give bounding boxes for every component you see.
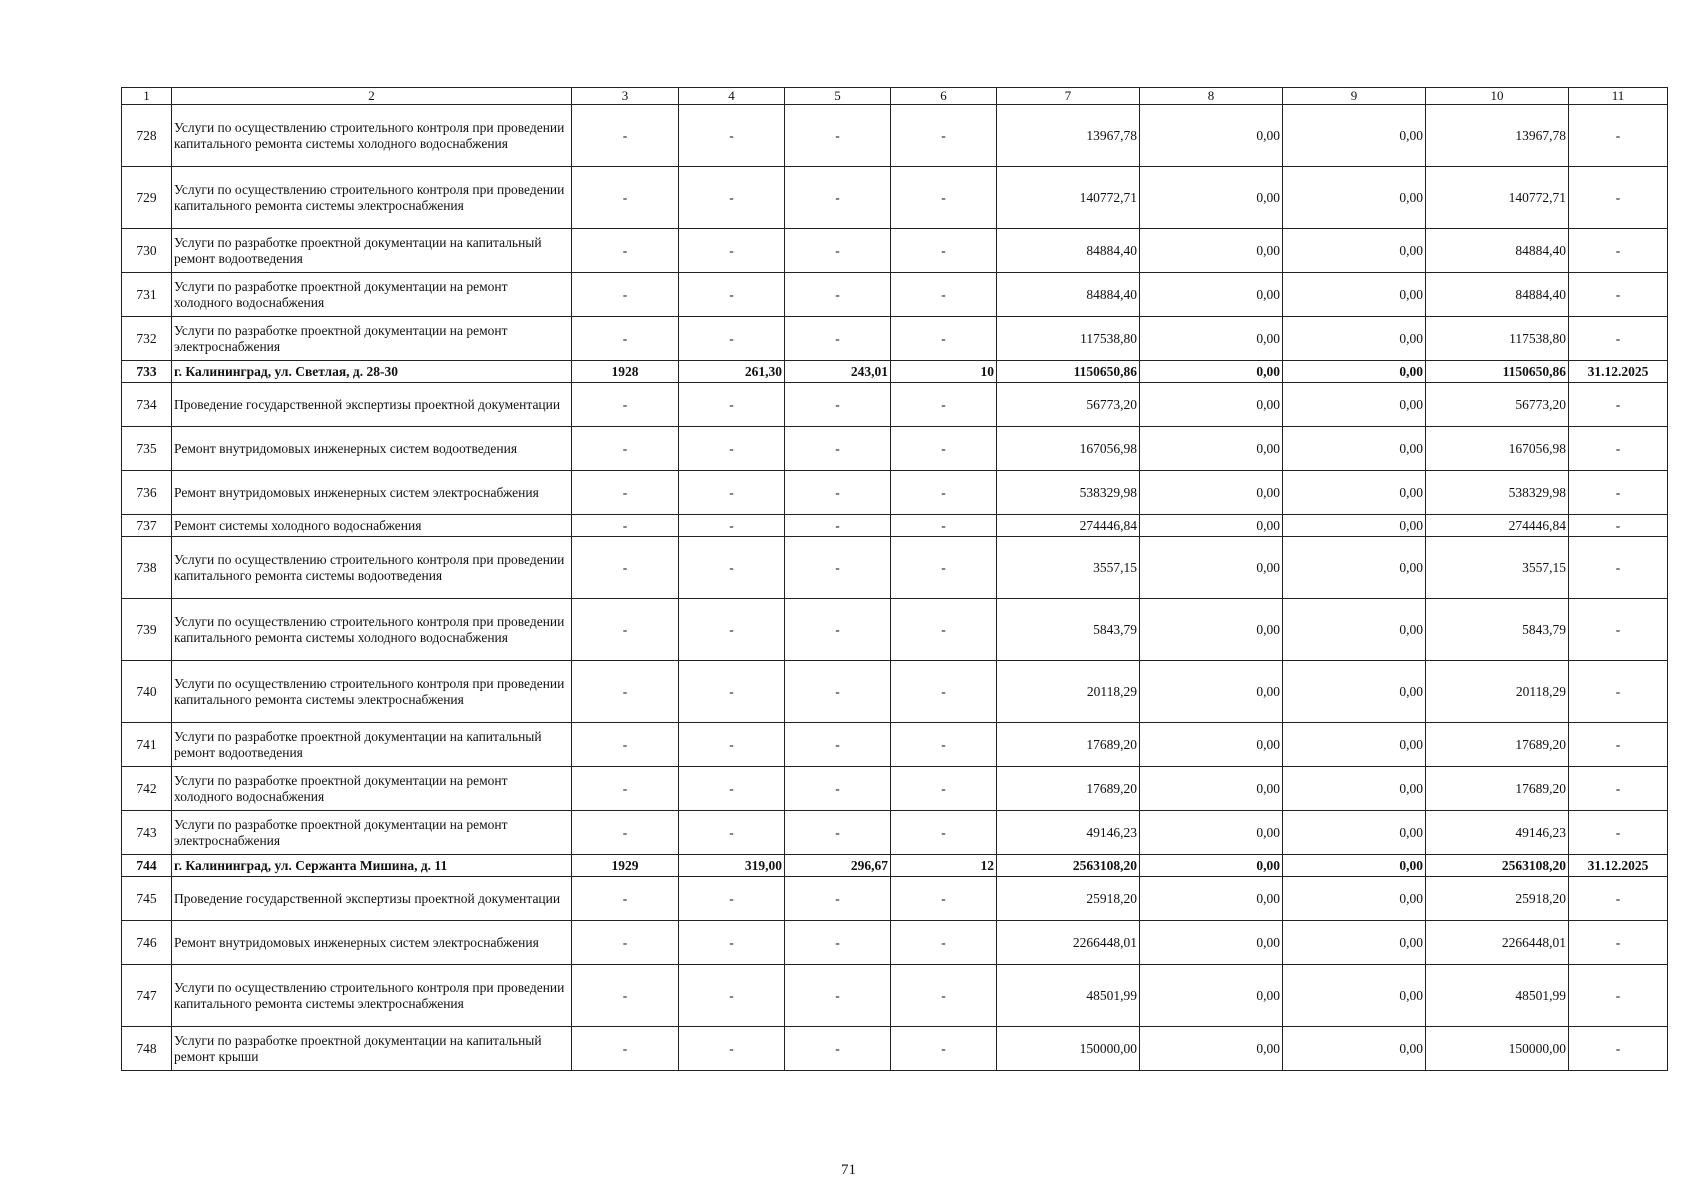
col-6-value: -	[891, 515, 997, 537]
work-description: Ремонт внутридомовых инженерных систем электроснабжения	[172, 471, 572, 515]
col-5-value: -	[785, 537, 891, 599]
col-11-value: -	[1569, 921, 1668, 965]
col-6-value: -	[891, 229, 997, 273]
col-8-value: 0,00	[1140, 229, 1283, 273]
col-9-value: 0,00	[1283, 723, 1426, 767]
row-number: 740	[122, 661, 172, 723]
row-number: 734	[122, 383, 172, 427]
col-5-value: -	[785, 167, 891, 229]
table-row	[122, 723, 1668, 767]
row-number: 730	[122, 229, 172, 273]
col-3-value: -	[572, 427, 679, 471]
col-5-value: -	[785, 383, 891, 427]
col-4-value: -	[679, 723, 785, 767]
col-4-value: -	[679, 515, 785, 537]
row-number: 744	[122, 855, 172, 877]
col-5-value: -	[785, 811, 891, 855]
col-5-value: 296,67	[785, 855, 891, 877]
col-3-value: -	[572, 317, 679, 361]
col-9-value: 0,00	[1283, 317, 1426, 361]
col-11-value: -	[1569, 471, 1668, 515]
col-4-value: 261,30	[679, 361, 785, 383]
col-3-value: 1929	[572, 855, 679, 877]
document-table-container	[121, 87, 1667, 1071]
col-6-value: -	[891, 273, 997, 317]
col-6-value: -	[891, 471, 997, 515]
table-row	[122, 661, 1668, 723]
col-5-value: -	[785, 661, 891, 723]
col-11-value: -	[1569, 273, 1668, 317]
col-10-value: 17689,20	[1426, 723, 1569, 767]
column-number-header-row	[122, 88, 1668, 105]
col-8-value: 0,00	[1140, 661, 1283, 723]
col-11-value: 31.12.2025	[1569, 361, 1668, 383]
col-8-value: 0,00	[1140, 723, 1283, 767]
col-4-value: -	[679, 811, 785, 855]
col-3-value: -	[572, 229, 679, 273]
col-7-value: 48501,99	[997, 965, 1140, 1027]
work-description: Услуги по осуществлению строительного контроля при проведении капитального ремонта системы электроснабжения	[172, 965, 572, 1027]
col-10-value: 1150650,86	[1426, 361, 1569, 383]
page-number: 71	[841, 1162, 856, 1178]
col-11-value: -	[1569, 427, 1668, 471]
table-row	[122, 273, 1668, 317]
col-6-value: -	[891, 599, 997, 661]
table-row	[122, 811, 1668, 855]
col-10-value: 150000,00	[1426, 1027, 1569, 1071]
table-row	[122, 1027, 1668, 1071]
column-header: 7	[997, 88, 1140, 105]
col-9-value: 0,00	[1283, 537, 1426, 599]
col-5-value: -	[785, 599, 891, 661]
col-11-value: -	[1569, 167, 1668, 229]
col-11-value: 31.12.2025	[1569, 855, 1668, 877]
col-6-value: -	[891, 921, 997, 965]
row-number: 743	[122, 811, 172, 855]
col-4-value: -	[679, 427, 785, 471]
col-8-value: 0,00	[1140, 471, 1283, 515]
col-6-value: -	[891, 767, 997, 811]
col-5-value: -	[785, 515, 891, 537]
col-10-value: 167056,98	[1426, 427, 1569, 471]
table-row	[122, 515, 1668, 537]
col-10-value: 48501,99	[1426, 965, 1569, 1027]
table-row	[122, 427, 1668, 471]
col-7-value: 25918,20	[997, 877, 1140, 921]
col-7-value: 17689,20	[997, 767, 1140, 811]
row-number: 738	[122, 537, 172, 599]
col-3-value: -	[572, 767, 679, 811]
work-description: Проведение государственной экспертизы проектной документации	[172, 383, 572, 427]
work-description: Услуги по осуществлению строительного контроля при проведении капитального ремонта системы холодного водоснабжения	[172, 599, 572, 661]
capital-repair-table	[121, 87, 1668, 1071]
column-header: 1	[122, 88, 172, 105]
col-4-value: -	[679, 599, 785, 661]
work-description: г. Калининград, ул. Светлая, д. 28-30	[172, 361, 572, 383]
col-7-value: 2266448,01	[997, 921, 1140, 965]
col-11-value: -	[1569, 599, 1668, 661]
col-9-value: 0,00	[1283, 273, 1426, 317]
col-8-value: 0,00	[1140, 383, 1283, 427]
work-description: Услуги по осуществлению строительного контроля при проведении капитального ремонта системы холодного водоснабжения	[172, 105, 572, 167]
col-9-value: 0,00	[1283, 661, 1426, 723]
col-10-value: 56773,20	[1426, 383, 1569, 427]
col-5-value: -	[785, 427, 891, 471]
table-row	[122, 471, 1668, 515]
column-header: 8	[1140, 88, 1283, 105]
col-6-value: -	[891, 1027, 997, 1071]
row-number: 748	[122, 1027, 172, 1071]
col-6-value: -	[891, 965, 997, 1027]
col-7-value: 13967,78	[997, 105, 1140, 167]
col-4-value: -	[679, 877, 785, 921]
column-header: 5	[785, 88, 891, 105]
col-4-value: -	[679, 383, 785, 427]
col-7-value: 150000,00	[997, 1027, 1140, 1071]
col-4-value: -	[679, 661, 785, 723]
col-7-value: 84884,40	[997, 273, 1140, 317]
col-3-value: -	[572, 471, 679, 515]
col-11-value: -	[1569, 537, 1668, 599]
col-3-value: 1928	[572, 361, 679, 383]
col-8-value: 0,00	[1140, 811, 1283, 855]
col-10-value: 117538,80	[1426, 317, 1569, 361]
col-7-value: 140772,71	[997, 167, 1140, 229]
col-5-value: -	[785, 229, 891, 273]
col-9-value: 0,00	[1283, 599, 1426, 661]
col-3-value: -	[572, 383, 679, 427]
col-10-value: 274446,84	[1426, 515, 1569, 537]
work-description: Услуги по осуществлению строительного контроля при проведении капитального ремонта системы электроснабжения	[172, 167, 572, 229]
col-9-value: 0,00	[1283, 855, 1426, 877]
row-number: 739	[122, 599, 172, 661]
col-8-value: 0,00	[1140, 515, 1283, 537]
col-3-value: -	[572, 167, 679, 229]
row-number: 733	[122, 361, 172, 383]
col-3-value: -	[572, 965, 679, 1027]
col-11-value: -	[1569, 515, 1668, 537]
table-row	[122, 965, 1668, 1027]
col-7-value: 3557,15	[997, 537, 1140, 599]
col-11-value: -	[1569, 965, 1668, 1027]
col-8-value: 0,00	[1140, 361, 1283, 383]
col-11-value: -	[1569, 229, 1668, 273]
col-7-value: 17689,20	[997, 723, 1140, 767]
col-3-value: -	[572, 921, 679, 965]
col-6-value: -	[891, 317, 997, 361]
col-5-value: -	[785, 965, 891, 1027]
col-8-value: 0,00	[1140, 599, 1283, 661]
col-11-value: -	[1569, 383, 1668, 427]
col-4-value: -	[679, 767, 785, 811]
col-9-value: 0,00	[1283, 515, 1426, 537]
col-4-value: 319,00	[679, 855, 785, 877]
col-3-value: -	[572, 723, 679, 767]
col-6-value: 12	[891, 855, 997, 877]
table-row	[122, 855, 1668, 877]
table-row	[122, 105, 1668, 167]
row-number: 745	[122, 877, 172, 921]
col-6-value: -	[891, 661, 997, 723]
col-6-value: -	[891, 537, 997, 599]
col-5-value: -	[785, 317, 891, 361]
col-5-value: -	[785, 105, 891, 167]
table-row	[122, 383, 1668, 427]
table-row	[122, 921, 1668, 965]
col-10-value: 84884,40	[1426, 229, 1569, 273]
work-description: Услуги по осуществлению строительного контроля при проведении капитального ремонта системы электроснабжения	[172, 661, 572, 723]
col-4-value: -	[679, 471, 785, 515]
col-3-value: -	[572, 661, 679, 723]
col-10-value: 84884,40	[1426, 273, 1569, 317]
col-7-value: 49146,23	[997, 811, 1140, 855]
row-number: 729	[122, 167, 172, 229]
table-row	[122, 877, 1668, 921]
col-5-value: -	[785, 723, 891, 767]
col-8-value: 0,00	[1140, 317, 1283, 361]
col-8-value: 0,00	[1140, 877, 1283, 921]
col-8-value: 0,00	[1140, 167, 1283, 229]
col-5-value: -	[785, 273, 891, 317]
col-9-value: 0,00	[1283, 811, 1426, 855]
table-row	[122, 767, 1668, 811]
col-5-value: -	[785, 877, 891, 921]
table-row	[122, 537, 1668, 599]
work-description: Услуги по разработке проектной документации на ремонт холодного водоснабжения	[172, 767, 572, 811]
col-11-value: -	[1569, 811, 1668, 855]
col-10-value: 20118,29	[1426, 661, 1569, 723]
col-7-value: 1150650,86	[997, 361, 1140, 383]
row-number: 742	[122, 767, 172, 811]
col-7-value: 538329,98	[997, 471, 1140, 515]
column-header: 3	[572, 88, 679, 105]
col-10-value: 49146,23	[1426, 811, 1569, 855]
work-description: Услуги по разработке проектной документации на ремонт электроснабжения	[172, 811, 572, 855]
column-header: 2	[172, 88, 572, 105]
work-description: Услуги по разработке проектной документации на ремонт холодного водоснабжения	[172, 273, 572, 317]
col-4-value: -	[679, 965, 785, 1027]
col-10-value: 3557,15	[1426, 537, 1569, 599]
col-11-value: -	[1569, 105, 1668, 167]
work-description: Проведение государственной экспертизы проектной документации	[172, 877, 572, 921]
col-10-value: 538329,98	[1426, 471, 1569, 515]
col-4-value: -	[679, 317, 785, 361]
row-number: 747	[122, 965, 172, 1027]
table-row	[122, 167, 1668, 229]
col-9-value: 0,00	[1283, 361, 1426, 383]
col-10-value: 2563108,20	[1426, 855, 1569, 877]
column-header: 11	[1569, 88, 1668, 105]
col-5-value: -	[785, 1027, 891, 1071]
work-description: Ремонт системы холодного водоснабжения	[172, 515, 572, 537]
row-number: 736	[122, 471, 172, 515]
work-description: г. Калининград, ул. Сержанта Мишина, д. 11	[172, 855, 572, 877]
work-description: Ремонт внутридомовых инженерных систем водоотведения	[172, 427, 572, 471]
col-3-value: -	[572, 105, 679, 167]
col-9-value: 0,00	[1283, 229, 1426, 273]
col-6-value: -	[891, 723, 997, 767]
table-row	[122, 317, 1668, 361]
work-description: Услуги по осуществлению строительного контроля при проведении капитального ремонта системы водоотведения	[172, 537, 572, 599]
col-8-value: 0,00	[1140, 965, 1283, 1027]
col-8-value: 0,00	[1140, 273, 1283, 317]
col-3-value: -	[572, 599, 679, 661]
col-9-value: 0,00	[1283, 105, 1426, 167]
col-10-value: 140772,71	[1426, 167, 1569, 229]
col-10-value: 25918,20	[1426, 877, 1569, 921]
col-6-value: -	[891, 167, 997, 229]
col-9-value: 0,00	[1283, 1027, 1426, 1071]
col-5-value: -	[785, 921, 891, 965]
col-8-value: 0,00	[1140, 921, 1283, 965]
col-4-value: -	[679, 105, 785, 167]
col-4-value: -	[679, 1027, 785, 1071]
col-4-value: -	[679, 537, 785, 599]
col-9-value: 0,00	[1283, 427, 1426, 471]
row-number: 731	[122, 273, 172, 317]
col-4-value: -	[679, 167, 785, 229]
col-5-value: -	[785, 471, 891, 515]
col-11-value: -	[1569, 723, 1668, 767]
col-9-value: 0,00	[1283, 167, 1426, 229]
col-7-value: 5843,79	[997, 599, 1140, 661]
work-description: Услуги по разработке проектной документации на капитальный ремонт крыши	[172, 1027, 572, 1071]
col-3-value: -	[572, 273, 679, 317]
col-9-value: 0,00	[1283, 921, 1426, 965]
col-6-value: 10	[891, 361, 997, 383]
work-description: Услуги по разработке проектной документации на ремонт электроснабжения	[172, 317, 572, 361]
col-8-value: 0,00	[1140, 427, 1283, 471]
col-8-value: 0,00	[1140, 855, 1283, 877]
work-description: Ремонт внутридомовых инженерных систем электроснабжения	[172, 921, 572, 965]
col-7-value: 167056,98	[997, 427, 1140, 471]
col-10-value: 17689,20	[1426, 767, 1569, 811]
col-6-value: -	[891, 811, 997, 855]
column-header: 10	[1426, 88, 1569, 105]
col-7-value: 56773,20	[997, 383, 1140, 427]
col-3-value: -	[572, 877, 679, 921]
col-7-value: 20118,29	[997, 661, 1140, 723]
col-5-value: 243,01	[785, 361, 891, 383]
col-4-value: -	[679, 229, 785, 273]
column-header: 4	[679, 88, 785, 105]
col-3-value: -	[572, 1027, 679, 1071]
column-header: 9	[1283, 88, 1426, 105]
col-9-value: 0,00	[1283, 471, 1426, 515]
col-6-value: -	[891, 105, 997, 167]
col-8-value: 0,00	[1140, 105, 1283, 167]
col-4-value: -	[679, 921, 785, 965]
col-11-value: -	[1569, 1027, 1668, 1071]
col-6-value: -	[891, 427, 997, 471]
col-10-value: 2266448,01	[1426, 921, 1569, 965]
row-number: 735	[122, 427, 172, 471]
row-number: 746	[122, 921, 172, 965]
col-8-value: 0,00	[1140, 1027, 1283, 1071]
row-number: 728	[122, 105, 172, 167]
row-number: 737	[122, 515, 172, 537]
column-header: 6	[891, 88, 997, 105]
col-9-value: 0,00	[1283, 767, 1426, 811]
row-number: 732	[122, 317, 172, 361]
col-3-value: -	[572, 811, 679, 855]
col-11-value: -	[1569, 767, 1668, 811]
col-3-value: -	[572, 515, 679, 537]
col-4-value: -	[679, 273, 785, 317]
col-7-value: 117538,80	[997, 317, 1140, 361]
work-description: Услуги по разработке проектной документации на капитальный ремонт водоотведения	[172, 723, 572, 767]
table-row	[122, 361, 1668, 383]
col-8-value: 0,00	[1140, 767, 1283, 811]
col-7-value: 84884,40	[997, 229, 1140, 273]
col-11-value: -	[1569, 661, 1668, 723]
col-9-value: 0,00	[1283, 383, 1426, 427]
col-7-value: 2563108,20	[997, 855, 1140, 877]
col-10-value: 5843,79	[1426, 599, 1569, 661]
col-9-value: 0,00	[1283, 965, 1426, 1027]
col-6-value: -	[891, 383, 997, 427]
col-11-value: -	[1569, 877, 1668, 921]
table-row	[122, 229, 1668, 273]
col-5-value: -	[785, 767, 891, 811]
col-3-value: -	[572, 537, 679, 599]
work-description: Услуги по разработке проектной документации на капитальный ремонт водоотведения	[172, 229, 572, 273]
col-9-value: 0,00	[1283, 877, 1426, 921]
col-10-value: 13967,78	[1426, 105, 1569, 167]
col-8-value: 0,00	[1140, 537, 1283, 599]
table-row	[122, 599, 1668, 661]
row-number: 741	[122, 723, 172, 767]
col-7-value: 274446,84	[997, 515, 1140, 537]
col-11-value: -	[1569, 317, 1668, 361]
col-6-value: -	[891, 877, 997, 921]
